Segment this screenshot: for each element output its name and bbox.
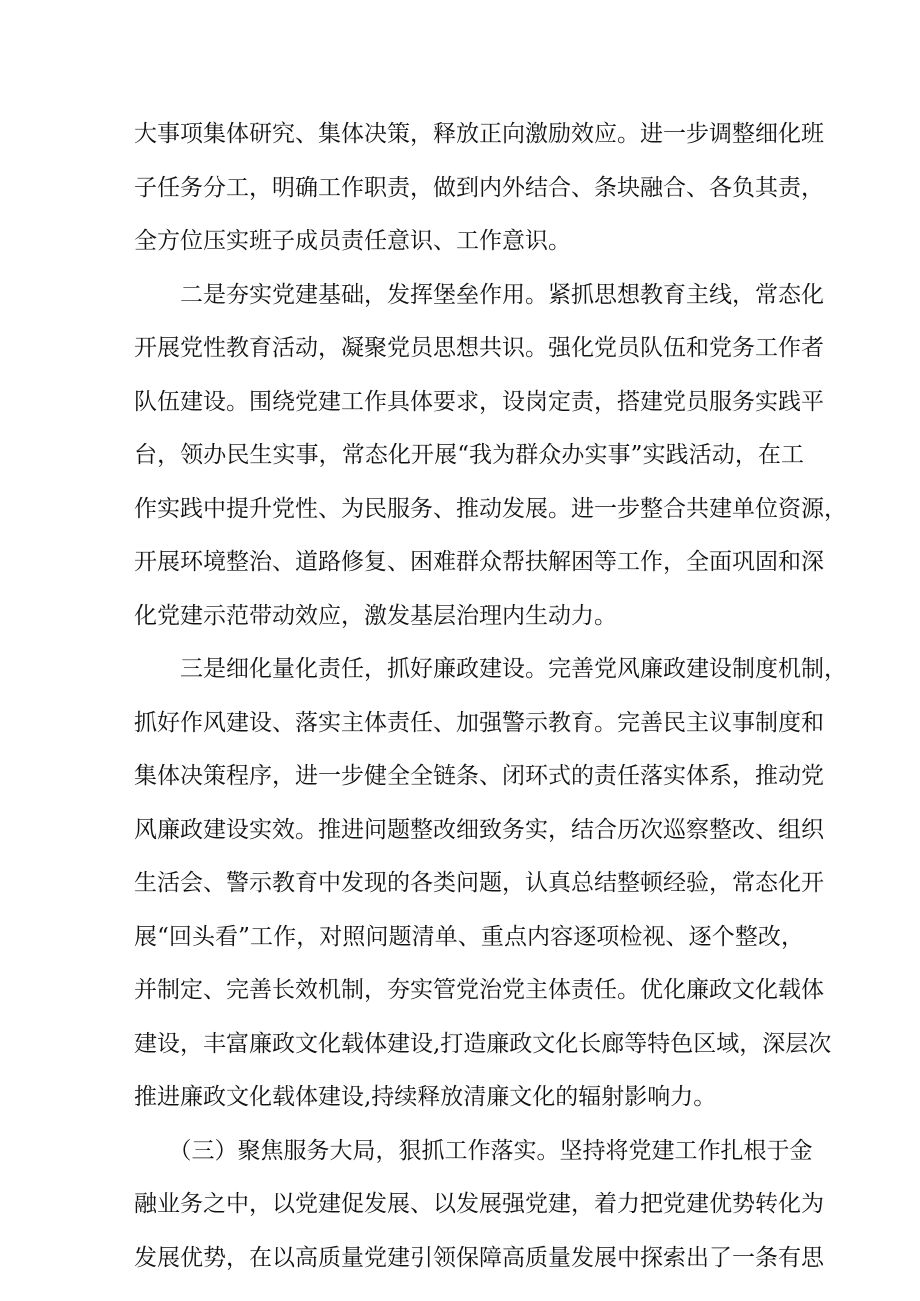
- text-line: 展“回头看”工作，对照问题清单、重点内容逐项检视、逐个整改，: [134, 923, 804, 950]
- text-line: 融业务之中，以党建促发展、以发展强党建，着力把党建优势转化为: [134, 1191, 824, 1217]
- text-line: 大事项集体研究、集体决策，释放正向激励效应。进一步调整细化班: [134, 121, 824, 147]
- text-line: 队伍建设。围绕党建工作具体要求，设岗定责，搭建党员服务实践平: [134, 388, 824, 415]
- text-line: 全方位压实班子成员责任意识、工作意识。: [134, 228, 571, 254]
- text-line: 抓好作风建设、落实主体责任、加强警示教育。完善民主议事制度和: [134, 709, 824, 736]
- text-line: 开展环境整治、道路修复、困难群众帮扶解困等工作，全面巩固和深: [134, 549, 824, 575]
- text-line: 生活会、警示教育中发现的各类问题，认真总结整顿经验，常态化开: [134, 870, 824, 896]
- text-line: 三是细化量化责任，抓好廉政建设。完善党风廉政建设制度机制，: [134, 656, 847, 682]
- text-line: 风廉政建设实效。推进问题整改细致务实，结合历次巡察整改、组织: [134, 816, 824, 843]
- text-line: 台，领办民生实事，常态化开展“我为群众办实事”实践活动，在工: [134, 442, 804, 468]
- text-line: 子任务分工，明确工作职责，做到内外结合、条块融合、各负其责，: [134, 174, 824, 201]
- text-line: 并制定、完善长效机制，夯实管党治党主体责任。优化廉政文化载体: [134, 977, 824, 1003]
- text-line: 集体决策程序，进一步健全全链条、闭环式的责任落实体系，推动党: [134, 763, 824, 789]
- paragraph-party-foundation: [134, 269, 847, 644]
- text-line: 作实践中提升党性、为民服务、推动发展。进一步整合共建单位资源，: [134, 495, 847, 522]
- text-line: （三）聚焦服务大局，狠抓工作落实。坚持将党建工作扎根于金: [134, 1137, 813, 1164]
- text-line: 开展党性教育活动，凝聚党员思想共识。强化党员队伍和党务工作者: [134, 335, 824, 361]
- text-line: 建设，丰富廉政文化载体建设,打造廉政文化长廊等特色区域，深层次: [134, 1030, 832, 1057]
- paragraph-serve-overall: [134, 1125, 824, 1286]
- text-line: 二是夯实党建基础，发挥堡垒作用。紧抓思想教育主线，常态化: [134, 281, 824, 308]
- text-line: 推进廉政文化载体建设,持续释放清廉文化的辐射影响力。: [134, 1084, 717, 1110]
- text-line: 发展优势，在以高质量党建引领保障高质量发展中探索出了一条有思: [134, 1244, 824, 1271]
- paragraph-integrity-building: [134, 643, 847, 1125]
- text-line: 化党建示范带动效应，激发基层治理内生动力。: [134, 602, 617, 629]
- document-body: [134, 108, 847, 1285]
- paragraph-continuation: [134, 108, 824, 269]
